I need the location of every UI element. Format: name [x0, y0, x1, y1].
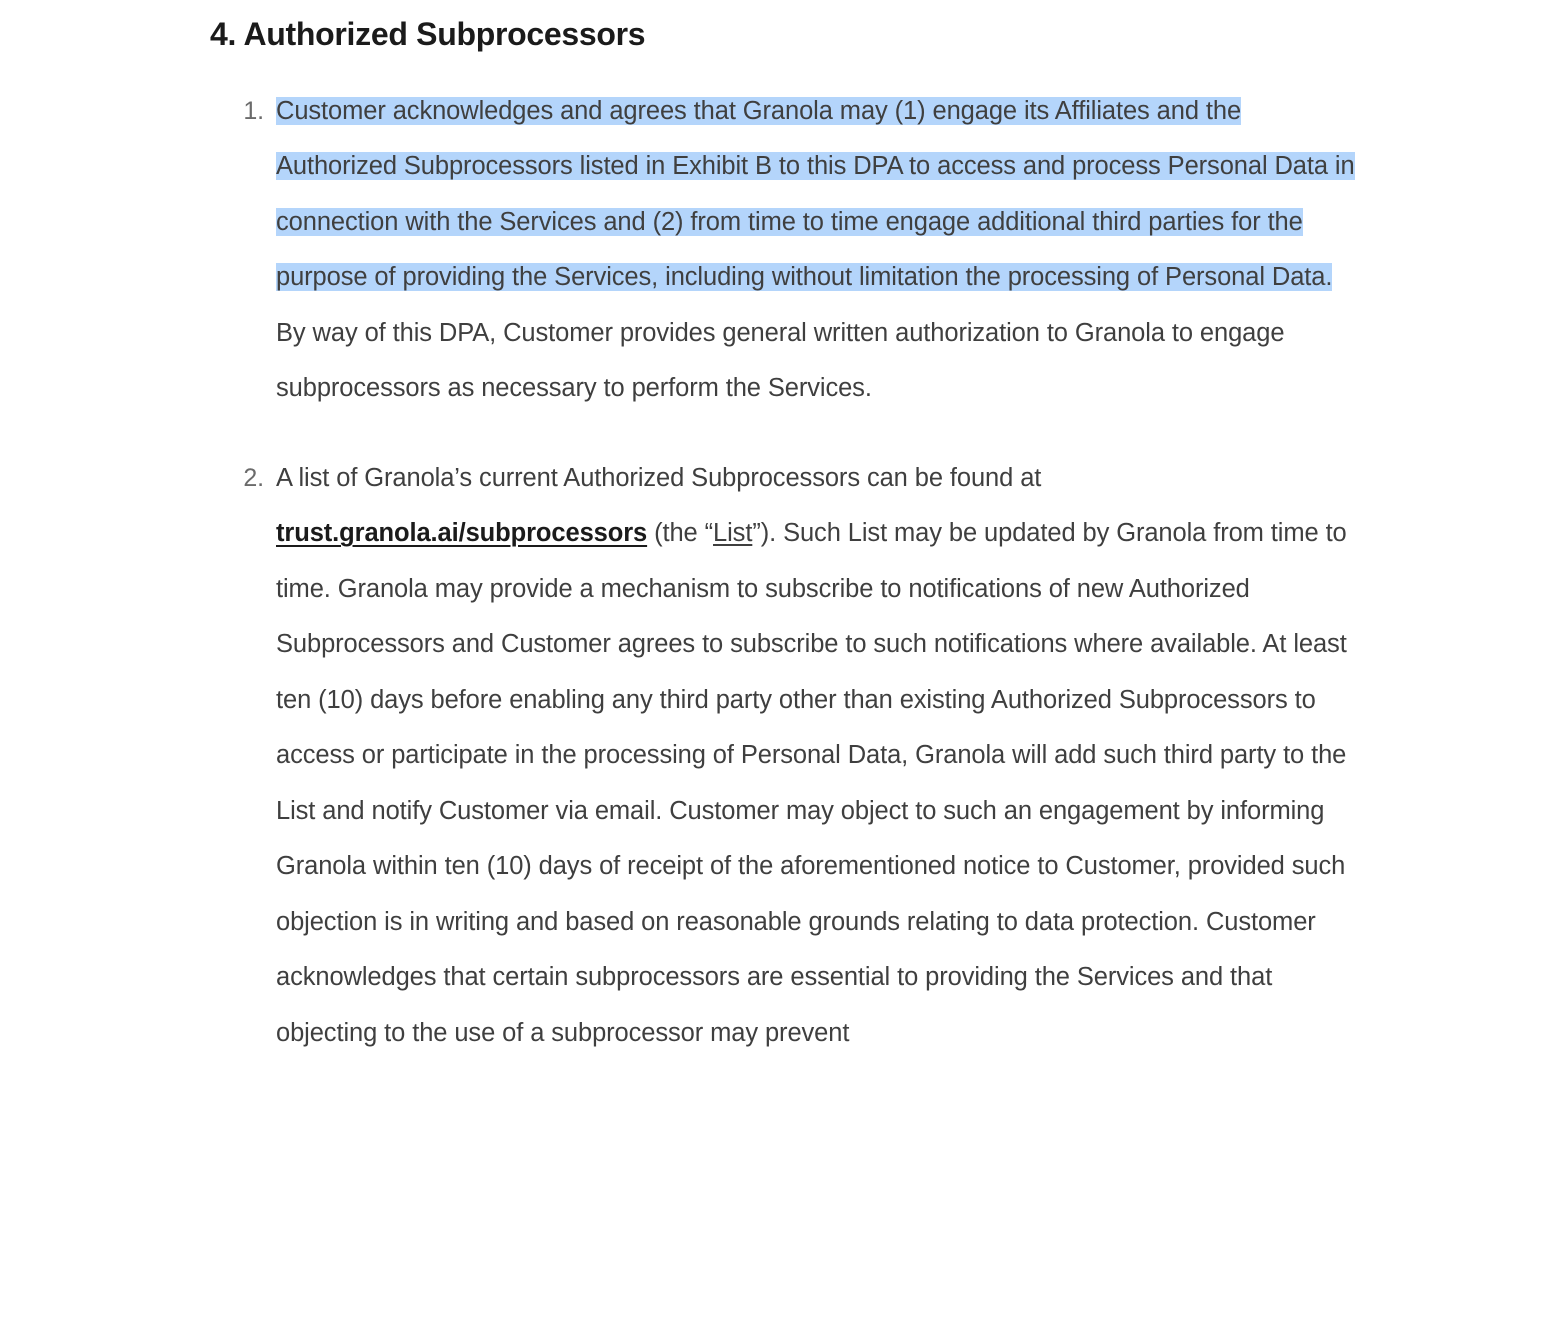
page-title: 4. Authorized Subprocessors	[210, 16, 646, 52]
list-item	[210, 84, 1358, 417]
clause-remainder-text: By way of this DPA, Customer provides general written authorization to Granola to engage subprocessors as necessary to perform the Services.	[276, 318, 1285, 403]
document-page	[0, 14, 1548, 1342]
defined-term-list: List	[713, 519, 753, 548]
list-item	[210, 451, 1358, 1062]
clause-text-after-link-2: ”). Such List may be updated by Granola from time to time. Granola may provide a mechanism to subscribe to notifications of new Authorized Subprocessors and Customer agrees to subscribe to such notifications where available. At least ten (10) days before enabling any third party other than existing Authorized Subprocessors to access or participate in the processing of Personal Data, Granola will add such third party to the List and notify Customer via email. Customer may object to such an engagement by informing Granola within ten (10) days of receipt of the aforementioned notice to Customer, provided such objection is in writing and based on reasonable grounds relating to data protection. Customer acknowledges that certain subprocessors are essential to providing the Services and that objecting to the use of a subprocessor may prevent	[276, 519, 1347, 1047]
clause-list	[210, 84, 1358, 1062]
clause-text-after-link-1: (the “	[647, 519, 714, 548]
highlighted-selection[interactable]: Customer acknowledges and agrees that Granola may (1) engage its Affiliates and the Authorized Subprocessors listed in Exhibit B to this DPA to access and process Personal Data in connection with the Services and (2) from time to time engage additional third parties for the purpose of providing the Services, including without limitation the processing of Personal Data.	[276, 96, 1355, 292]
subprocessors-link[interactable]: trust.granola.ai/subprocessors	[276, 519, 648, 548]
clause-lead-text: A list of Granola’s current Authorized Subprocessors can be found at	[276, 463, 1042, 492]
